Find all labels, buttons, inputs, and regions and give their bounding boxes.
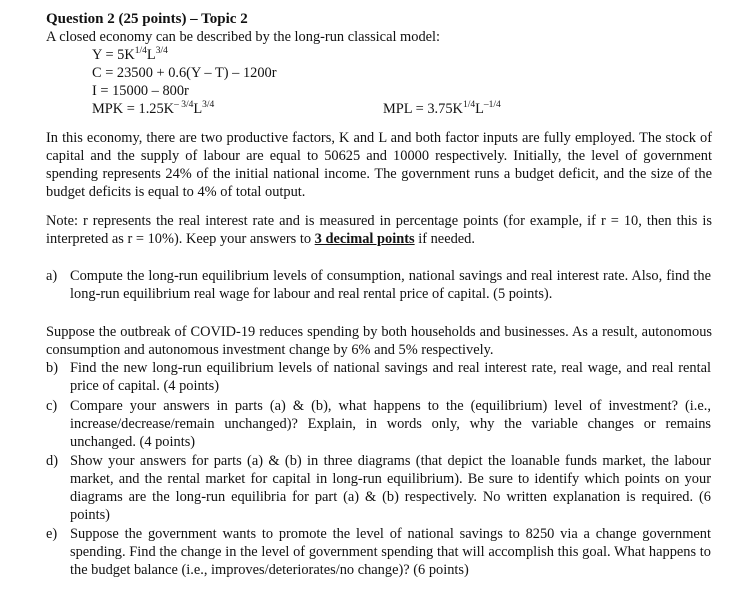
covid-intro: Suppose the outbreak of COVID-19 reduces spending by both households and businesses. As a result, autonomous consumption and autonomous investment change by 6% and 5% respectively. (46, 324, 712, 358)
part-text: Compare your answers in parts (a) & (b), what happens to the (equilibrium) level of investment? (i.e., increase/decrease/remain unchanged)? Explain, in words only, why the variable changes or remains unchanged. (4 points) (70, 398, 711, 450)
question-intro: A closed economy can be described by the long-run classical model: (46, 29, 441, 45)
investment-function: I = 15000 – 800r (92, 83, 189, 99)
part-label: e) (46, 526, 58, 542)
question-title: Question 2 (25 points) – Topic 2 (46, 11, 248, 27)
part-label: d) (46, 453, 58, 469)
part-label: c) (46, 398, 58, 414)
production-function: $Y = 5K^{1/4}L^{3/4}$ (92, 46, 168, 63)
part-text: Compute the long-run equilibrium levels of consumption, national savings and real interest rate. Also, find the long-run equilibrium real wage for labour and real rental price of capital. (5 points). (70, 268, 711, 302)
part-text: Suppose the government wants to promote the level of national savings to 8250 via a change government spending. Find the change in the level of government spending that will accomplish this goal. What happens to the budget balance (i.e., improves/deteriorates/no change)? (6 points) (70, 526, 711, 578)
question-header (46, 10, 716, 46)
part-text: Show your answers for parts (a) & (b) in three diagrams (that depict the loanable funds market, the labour market, and the rental market for capital in long-run equilibrium). Be sure to identify which points on your diagrams are the long-run equilibria for part (a) & (b) respectively. No written explanation is required. (6 points) (70, 453, 711, 523)
part-label: a) (46, 268, 58, 284)
decimal-emphasis: 3 decimal points (314, 231, 415, 247)
mpk-equation: MPK = $1.25K^{- 3/4}L^{3/4}$ (92, 100, 215, 117)
note-paragraph: Note: r represents the real interest rate and is measured in percentage points (for example, if r = 10, then this is interpreted as r = 10%). Keep your answers to 3 decimal points if needed. (46, 213, 712, 247)
consumption-function: C = 23500 + 0.6(Y – T) – 1200r (92, 65, 277, 81)
part-label: b) (46, 360, 58, 376)
economy-description: In this economy, there are two productive factors, K and L and both factor inputs are fully employed. The stock of capital and the supply of labour are equal to 50625 and 10000 respectively. Initially, the level of government spending represents 24% of the initial national income. The government runs a budget deficit, and the size of the budget deficits is equal to 4% of total output. (46, 130, 712, 200)
part-text: Find the new long-run equilibrium levels of national savings and real interest rate, real wage, and real rental price of capital. (4 points) (70, 360, 711, 394)
mpl-equation: MPL = $3.75K^{1/4}L^{-1/4}$ (383, 100, 501, 117)
